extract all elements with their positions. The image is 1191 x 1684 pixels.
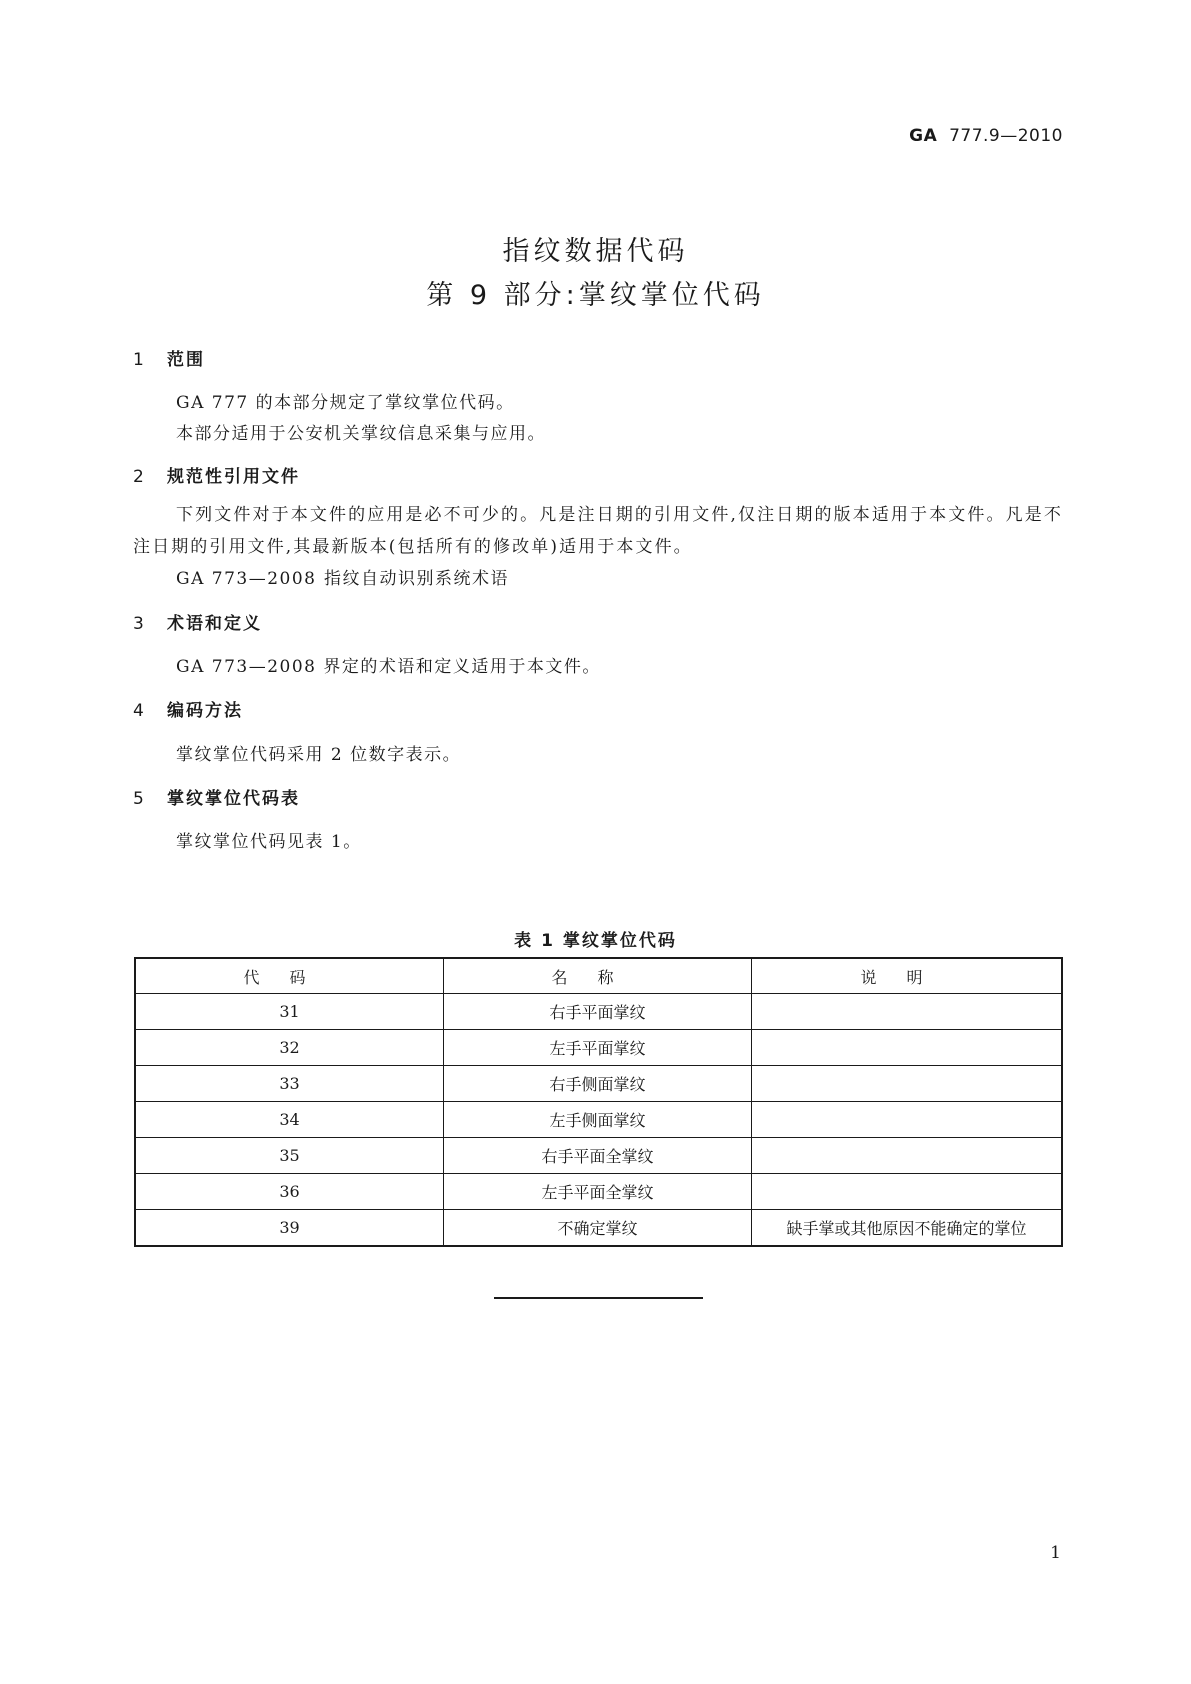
table-caption: 表 1 掌纹掌位代码 xyxy=(514,931,677,951)
table-row xyxy=(135,1030,1062,1066)
cell-description xyxy=(752,1066,1063,1102)
standard-number xyxy=(909,126,1063,146)
cell-description: 缺手掌或其他原因不能确定的掌位 xyxy=(752,1210,1063,1247)
header-description: 说明 xyxy=(752,958,1063,994)
document-title: 指纹数据代码 xyxy=(502,236,689,267)
section-number: 2 xyxy=(133,467,146,487)
cell-description xyxy=(752,1138,1063,1174)
table-header-row xyxy=(135,958,1062,994)
table-row xyxy=(135,1138,1062,1174)
table-row xyxy=(135,1210,1062,1247)
cell-name: 右手平面掌纹 xyxy=(444,994,752,1030)
table-row xyxy=(135,1102,1062,1138)
cell-description xyxy=(752,1174,1063,1210)
table-reference-paragraph: 掌纹掌位代码见表 1。 xyxy=(176,832,362,852)
table-row xyxy=(135,994,1062,1030)
cell-code: 35 xyxy=(135,1138,444,1174)
reference-code: GA 773—2008 xyxy=(176,569,317,589)
standard-code: 777.9—2010 xyxy=(949,126,1063,146)
cell-code: 33 xyxy=(135,1066,444,1102)
section-title: 规范性引用文件 xyxy=(167,467,300,487)
end-of-document-rule xyxy=(494,1297,703,1299)
cell-code: 34 xyxy=(135,1102,444,1138)
terms-paragraph: GA 773—2008 界定的术语和定义适用于本文件。 xyxy=(176,657,601,677)
cell-name: 右手侧面掌纹 xyxy=(444,1066,752,1102)
section-title: 术语和定义 xyxy=(167,614,262,634)
scope-paragraph-2: 本部分适用于公安机关掌纹信息采集与应用。 xyxy=(176,424,546,444)
cell-name: 左手平面全掌纹 xyxy=(444,1174,752,1210)
refs-paragraph: 下列文件对于本文件的应用是必不可少的。凡是注日期的引用文件,仅注日期的版本适用于本文件。凡是不注日期的引用文件,其最新版本(包括所有的修改单)适用于本文件。 xyxy=(133,505,1063,557)
cell-name: 左手侧面掌纹 xyxy=(444,1102,752,1138)
section-title: 掌纹掌位代码表 xyxy=(167,789,300,809)
document-subtitle: 第 9 部分:掌纹掌位代码 xyxy=(426,280,765,311)
section-5-heading xyxy=(133,784,300,809)
cell-name: 左手平面掌纹 xyxy=(444,1030,752,1066)
page-number: 1 xyxy=(1050,1543,1061,1563)
cell-code: 31 xyxy=(135,994,444,1030)
section-3-heading xyxy=(133,609,262,634)
cell-description xyxy=(752,1102,1063,1138)
section-number: 4 xyxy=(133,701,146,721)
cell-code: 39 xyxy=(135,1210,444,1247)
section-1-heading xyxy=(133,345,205,370)
cell-code: 32 xyxy=(135,1030,444,1066)
cell-description xyxy=(752,1030,1063,1066)
section-4-heading xyxy=(133,696,243,721)
method-paragraph: 掌纹掌位代码采用 2 位数字表示。 xyxy=(176,745,462,765)
section-title: 范围 xyxy=(167,350,205,370)
table-row xyxy=(135,1066,1062,1102)
section-title: 编码方法 xyxy=(167,701,243,721)
standard-prefix: GA xyxy=(909,126,938,146)
palm-position-code-table xyxy=(134,957,1063,1247)
reference-title: 指纹自动识别系统术语 xyxy=(324,569,509,589)
cell-description xyxy=(752,994,1063,1030)
section-number: 1 xyxy=(133,350,146,370)
header-name: 名称 xyxy=(444,958,752,994)
normative-reference xyxy=(176,564,509,589)
section-number: 3 xyxy=(133,614,146,634)
header-code: 代码 xyxy=(135,958,444,994)
table-row xyxy=(135,1174,1062,1210)
section-number: 5 xyxy=(133,789,146,809)
cell-name: 右手平面全掌纹 xyxy=(444,1138,752,1174)
cell-code: 36 xyxy=(135,1174,444,1210)
section-2-heading xyxy=(133,462,300,487)
scope-paragraph-1: GA 777 的本部分规定了掌纹掌位代码。 xyxy=(176,393,515,413)
cell-name: 不确定掌纹 xyxy=(444,1210,752,1247)
